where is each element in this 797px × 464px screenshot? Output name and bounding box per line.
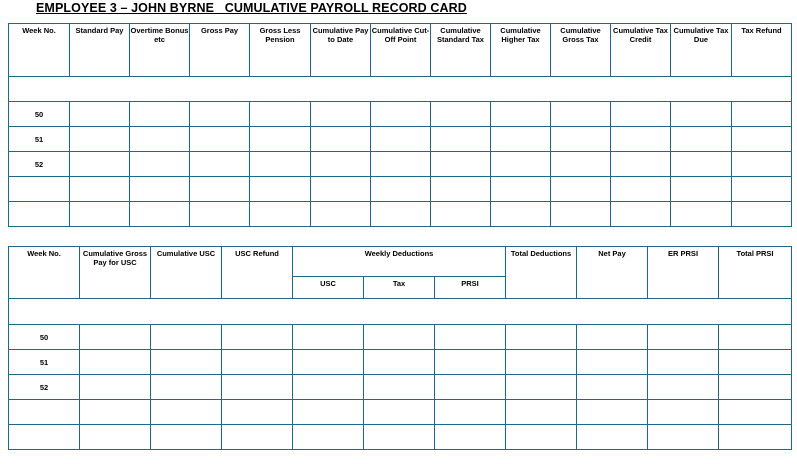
cell-net-pay[interactable] xyxy=(577,400,648,425)
cell-cum-tax-due[interactable] xyxy=(671,102,732,127)
cell-cum-usc[interactable] xyxy=(151,375,222,400)
cell-cum-tax-due[interactable] xyxy=(671,177,732,202)
cell-er-prsi[interactable] xyxy=(648,400,719,425)
blank-cell xyxy=(9,299,792,325)
week-cell: 51 xyxy=(9,127,70,152)
cell-cum-gross-tax[interactable] xyxy=(551,202,611,227)
cell-net-pay[interactable] xyxy=(577,350,648,375)
cell-gross-pay[interactable] xyxy=(190,152,250,177)
cell-cum-higher-tax[interactable] xyxy=(491,102,551,127)
cell-cum-std-tax[interactable] xyxy=(431,152,491,177)
header-cell: Net Pay xyxy=(577,247,648,299)
header-cell: Gross Less Pension xyxy=(250,24,311,77)
cell-usc[interactable] xyxy=(293,400,364,425)
header-cell: Cumulative Tax Due xyxy=(671,24,732,77)
header-cell: Week No. xyxy=(9,24,70,77)
cell-total-prsi[interactable] xyxy=(719,425,792,450)
cell-gross-pay[interactable] xyxy=(190,102,250,127)
cell-usc-refund[interactable] xyxy=(222,375,293,400)
cell-overtime[interactable] xyxy=(130,202,190,227)
cell-prsi[interactable] xyxy=(435,425,506,450)
header-cell: Cumulative Standard Tax xyxy=(431,24,491,77)
cell-cum-usc[interactable] xyxy=(151,425,222,450)
cell-usc-refund[interactable] xyxy=(222,350,293,375)
cell-cum-pay[interactable] xyxy=(311,127,371,152)
cell-gross-less-pension[interactable] xyxy=(250,177,311,202)
cell-cum-gross-usc[interactable] xyxy=(80,325,151,350)
cell-gross-less-pension[interactable] xyxy=(250,102,311,127)
header-cell: Cumulative Pay to Date xyxy=(311,24,371,77)
cell-net-pay[interactable] xyxy=(577,375,648,400)
cell-gross-pay[interactable] xyxy=(190,127,250,152)
table-row xyxy=(9,400,792,425)
cell-usc-refund[interactable] xyxy=(222,400,293,425)
cell-cum-gross-usc[interactable] xyxy=(80,350,151,375)
cell-gross-less-pension[interactable] xyxy=(250,127,311,152)
cell-total-prsi[interactable] xyxy=(719,325,792,350)
cell-er-prsi[interactable] xyxy=(648,425,719,450)
cell-cum-cutoff[interactable] xyxy=(371,177,431,202)
week-cell: 50 xyxy=(9,325,80,350)
table-row xyxy=(9,127,792,152)
cell-cum-tax-credit[interactable] xyxy=(611,102,671,127)
cell-cum-std-tax[interactable] xyxy=(431,177,491,202)
cell-cum-tax-credit[interactable] xyxy=(611,177,671,202)
cell-cum-gross-tax[interactable] xyxy=(551,152,611,177)
header-cell: Cumulative Higher Tax xyxy=(491,24,551,77)
cell-overtime[interactable] xyxy=(130,152,190,177)
cell-overtime[interactable] xyxy=(130,177,190,202)
week-cell xyxy=(9,400,80,425)
cell-usc[interactable] xyxy=(293,425,364,450)
cell-tax-refund[interactable] xyxy=(732,202,792,227)
table-row xyxy=(9,177,792,202)
cell-total-deductions[interactable] xyxy=(506,350,577,375)
cell-cum-usc[interactable] xyxy=(151,400,222,425)
header-cell: Cumulative USC xyxy=(151,247,222,299)
cell-er-prsi[interactable] xyxy=(648,375,719,400)
header-cell-weekly-deductions: Weekly Deductions xyxy=(293,247,506,277)
header-cell: Total Deductions xyxy=(506,247,577,299)
blank-cell xyxy=(9,77,792,102)
header-cell: Total PRSI xyxy=(719,247,792,299)
cell-tax[interactable] xyxy=(364,350,435,375)
header-cell: Cumulative Gross Pay for USC xyxy=(80,247,151,299)
cell-total-prsi[interactable] xyxy=(719,350,792,375)
week-cell: 50 xyxy=(9,102,70,127)
cell-usc-refund[interactable] xyxy=(222,325,293,350)
cell-cum-gross-usc[interactable] xyxy=(80,375,151,400)
header-row xyxy=(9,24,792,77)
cell-cum-higher-tax[interactable] xyxy=(491,177,551,202)
cell-gross-pay[interactable] xyxy=(190,177,250,202)
cell-prsi[interactable] xyxy=(435,325,506,350)
sub-header-cell: Tax xyxy=(364,277,435,299)
cell-tax-refund[interactable] xyxy=(732,177,792,202)
cell-tax[interactable] xyxy=(364,325,435,350)
cell-usc[interactable] xyxy=(293,375,364,400)
cell-tax[interactable] xyxy=(364,425,435,450)
week-cell xyxy=(9,425,80,450)
cell-overtime[interactable] xyxy=(130,102,190,127)
cell-cum-cutoff[interactable] xyxy=(371,152,431,177)
blank-row xyxy=(9,299,792,325)
cell-tax[interactable] xyxy=(364,400,435,425)
cell-usc[interactable] xyxy=(293,350,364,375)
cell-prsi[interactable] xyxy=(435,350,506,375)
cell-tax-refund[interactable] xyxy=(732,127,792,152)
cell-cum-tax-credit[interactable] xyxy=(611,127,671,152)
cell-prsi[interactable] xyxy=(435,400,506,425)
header-cell: Cumulative Tax Credit xyxy=(611,24,671,77)
cell-total-prsi[interactable] xyxy=(719,375,792,400)
table-row xyxy=(9,350,792,375)
cell-gross-pay[interactable] xyxy=(190,202,250,227)
cell-total-prsi[interactable] xyxy=(719,400,792,425)
cell-total-deductions[interactable] xyxy=(506,375,577,400)
header-cell: Cumulative Gross Tax xyxy=(551,24,611,77)
header-cell: USC Refund xyxy=(222,247,293,299)
header-cell: Week No. xyxy=(9,247,80,299)
cell-total-deductions[interactable] xyxy=(506,425,577,450)
cell-standard-pay[interactable] xyxy=(70,127,130,152)
cell-cum-tax-due[interactable] xyxy=(671,127,732,152)
sub-header-cell: USC xyxy=(293,277,364,299)
cell-cum-std-tax[interactable] xyxy=(431,102,491,127)
cell-cum-tax-due[interactable] xyxy=(671,152,732,177)
cell-standard-pay[interactable] xyxy=(70,152,130,177)
cell-cum-pay[interactable] xyxy=(311,202,371,227)
header-cell: Tax Refund xyxy=(732,24,792,77)
page-title: EMPLOYEE 3 – JOHN BYRNE CUMULATIVE PAYROLL RECORD CARD xyxy=(36,1,467,15)
cell-gross-less-pension[interactable] xyxy=(250,202,311,227)
cell-cum-gross-tax[interactable] xyxy=(551,102,611,127)
cell-cum-usc[interactable] xyxy=(151,325,222,350)
cell-cum-gross-usc[interactable] xyxy=(80,425,151,450)
cell-cum-std-tax[interactable] xyxy=(431,202,491,227)
cell-cum-usc[interactable] xyxy=(151,350,222,375)
cell-cum-pay[interactable] xyxy=(311,152,371,177)
cell-standard-pay[interactable] xyxy=(70,102,130,127)
cell-overtime[interactable] xyxy=(130,127,190,152)
header-cell: Standard Pay xyxy=(70,24,130,77)
cell-cum-pay[interactable] xyxy=(311,177,371,202)
week-cell: 51 xyxy=(9,350,80,375)
table-row xyxy=(9,375,792,400)
week-cell: 52 xyxy=(9,152,70,177)
cell-standard-pay[interactable] xyxy=(70,177,130,202)
cell-tax-refund[interactable] xyxy=(732,152,792,177)
cell-usc-refund[interactable] xyxy=(222,425,293,450)
usc-prsi-table xyxy=(8,246,792,450)
cell-cum-gross-tax[interactable] xyxy=(551,127,611,152)
week-cell xyxy=(9,202,70,227)
cell-gross-less-pension[interactable] xyxy=(250,152,311,177)
cell-cum-gross-usc[interactable] xyxy=(80,400,151,425)
cell-cum-pay[interactable] xyxy=(311,102,371,127)
cell-cum-cutoff[interactable] xyxy=(371,202,431,227)
cell-er-prsi[interactable] xyxy=(648,350,719,375)
blank-row xyxy=(9,77,792,102)
cell-prsi[interactable] xyxy=(435,375,506,400)
cell-net-pay[interactable] xyxy=(577,425,648,450)
cell-cum-cutoff[interactable] xyxy=(371,102,431,127)
cell-total-deductions[interactable] xyxy=(506,400,577,425)
cell-cum-higher-tax[interactable] xyxy=(491,202,551,227)
cell-cum-gross-tax[interactable] xyxy=(551,177,611,202)
cell-cum-std-tax[interactable] xyxy=(431,127,491,152)
cell-cum-tax-due[interactable] xyxy=(671,202,732,227)
table-row xyxy=(9,325,792,350)
cumulative-payroll-table xyxy=(8,23,792,227)
cell-tax[interactable] xyxy=(364,375,435,400)
cell-cum-tax-credit[interactable] xyxy=(611,152,671,177)
week-cell: 52 xyxy=(9,375,80,400)
table-row xyxy=(9,152,792,177)
cell-cum-tax-credit[interactable] xyxy=(611,202,671,227)
table-row xyxy=(9,425,792,450)
cell-tax-refund[interactable] xyxy=(732,102,792,127)
cell-standard-pay[interactable] xyxy=(70,202,130,227)
table-row xyxy=(9,202,792,227)
cell-net-pay[interactable] xyxy=(577,325,648,350)
header-cell: Cumulative Cut-Off Point xyxy=(371,24,431,77)
sub-header-cell: PRSI xyxy=(435,277,506,299)
header-cell: Gross Pay xyxy=(190,24,250,77)
header-row xyxy=(9,247,792,277)
cell-cum-cutoff[interactable] xyxy=(371,127,431,152)
cell-cum-higher-tax[interactable] xyxy=(491,127,551,152)
table-row xyxy=(9,102,792,127)
cell-total-deductions[interactable] xyxy=(506,325,577,350)
header-cell: ER PRSI xyxy=(648,247,719,299)
cell-usc[interactable] xyxy=(293,325,364,350)
week-cell xyxy=(9,177,70,202)
header-cell: Overtime Bonus etc xyxy=(130,24,190,77)
cell-er-prsi[interactable] xyxy=(648,325,719,350)
cell-cum-higher-tax[interactable] xyxy=(491,152,551,177)
